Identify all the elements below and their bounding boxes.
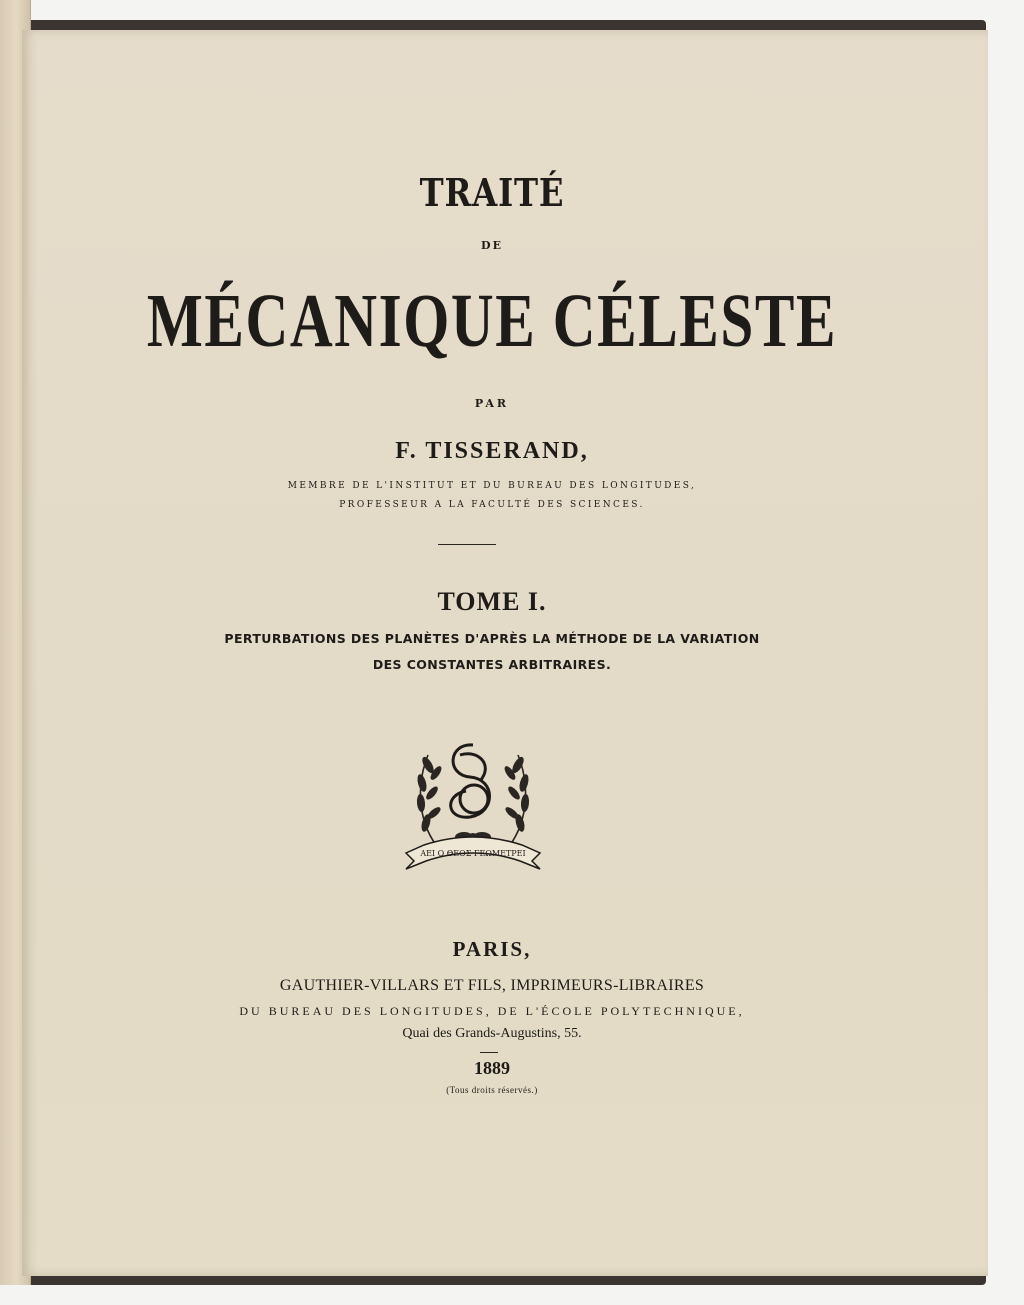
publisher-address: Quai des Grands-Augustins, 55. bbox=[402, 1026, 582, 1041]
publisher-name: GAUTHIER-VILLARS ET FILS, IMPRIMEURS-LIBRAIRES bbox=[279, 977, 705, 994]
subtitle-line-1: PERTURBATIONS DES PLANÈTES D'APRÈS LA MÉTHODE DE LA VARIATION bbox=[224, 631, 760, 646]
author-name: F. TISSERAND, bbox=[395, 438, 589, 464]
title-line-traite: TRAITÉ bbox=[419, 170, 565, 215]
author-affiliation-1: MEMBRE DE L'INSTITUT ET DU BUREAU DES LONGITUDES, bbox=[287, 481, 697, 491]
author-affiliation-2: PROFESSEUR A LA FACULTÉ DES SCIENCES. bbox=[339, 500, 645, 510]
volume-label: TOME I. bbox=[437, 587, 547, 616]
divider-rule bbox=[438, 544, 496, 545]
emblem-motto: ΑΕΙ Ο ΘΕΟΣ ΓΕΩΜΕΤΡΕΙ bbox=[420, 849, 526, 858]
title-line-de: DE bbox=[481, 239, 503, 252]
year-divider bbox=[480, 1052, 498, 1053]
title-par: PAR bbox=[474, 397, 510, 410]
publication-year: 1889 bbox=[474, 1058, 510, 1078]
publisher-emblem-icon bbox=[398, 725, 548, 875]
rights-notice: (Tous droits réservés.) bbox=[446, 1085, 538, 1095]
title-page bbox=[22, 30, 988, 1276]
publication-city: PARIS, bbox=[452, 937, 532, 961]
publisher-line-2: DU BUREAU DES LONGITUDES, DE L'ÉCOLE POLYTECHNIQUE, bbox=[239, 1004, 745, 1018]
subtitle-line-2: DES CONSTANTES ARBITRAIRES. bbox=[372, 657, 612, 672]
main-title: MÉCANIQUE CÉLESTE bbox=[146, 279, 838, 363]
